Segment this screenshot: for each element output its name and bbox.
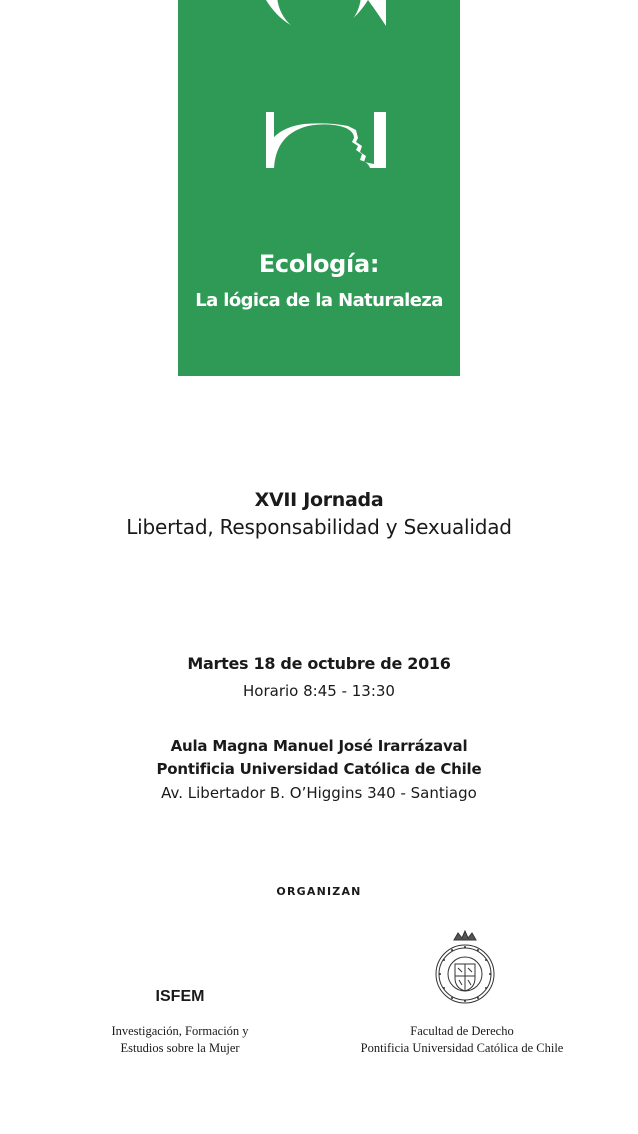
event-time: Horario 8:45 - 13:30 xyxy=(243,682,395,700)
facultad-line2: Pontificia Universidad Católica de Chile xyxy=(360,1041,564,1055)
venue-name: Aula Magna Manuel José Irarrázaval xyxy=(170,737,468,755)
organizers-heading: ORGANIZAN xyxy=(276,885,362,898)
isfem-description-line2: Estudios sobre la Mujer xyxy=(120,1041,240,1055)
venue-address: Av. Libertador B. O’Higgins 340 - Santiago xyxy=(161,784,477,802)
banner-title: Ecología: xyxy=(258,250,380,278)
heads-illustration xyxy=(178,0,460,376)
isfem-logo-text: ISFEM xyxy=(155,988,205,1005)
event-date: Martes 18 de octubre de 2016 xyxy=(187,654,451,673)
isfem-description-line1: Investigación, Formación y xyxy=(111,1024,249,1038)
university-seal-icon xyxy=(434,930,496,1006)
jornada-theme: Libertad, Responsabilidad y Sexualidad xyxy=(126,515,512,539)
facultad-line1: Facultad de Derecho xyxy=(410,1024,514,1038)
banner-subtitle: La lógica de la Naturaleza xyxy=(195,290,443,311)
event-banner xyxy=(178,0,460,376)
venue-institution: Pontificia Universidad Católica de Chile xyxy=(156,760,482,778)
jornada-heading: XVII Jornada xyxy=(254,489,384,511)
